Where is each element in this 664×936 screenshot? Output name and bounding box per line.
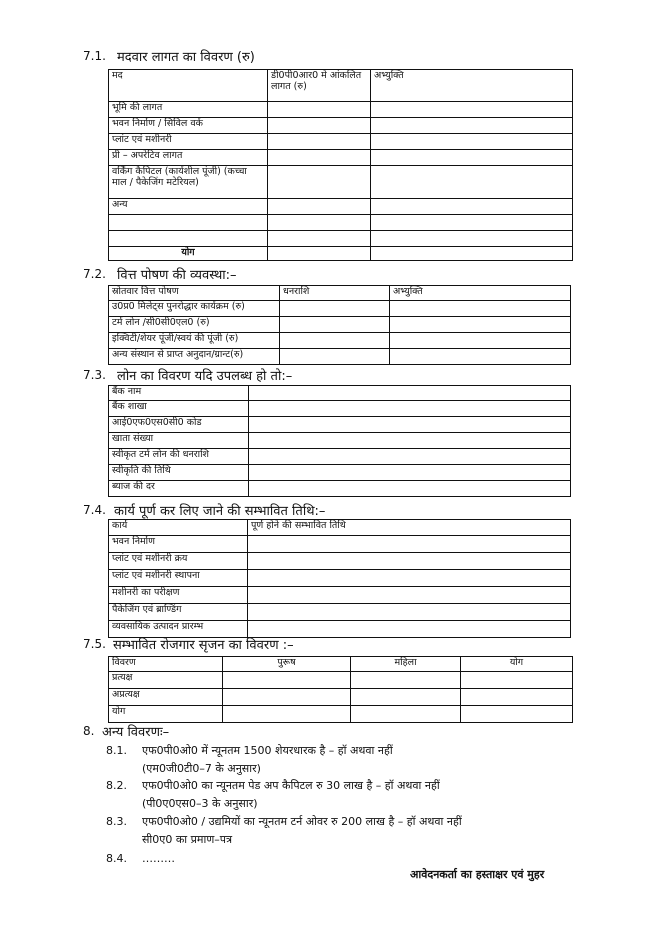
cost-header-remark: अभ्युक्ति (371, 70, 573, 102)
cost-row-label: भूमि की लागत (109, 102, 268, 118)
cost-cell[interactable] (268, 247, 371, 261)
cost-cell[interactable] (268, 150, 371, 166)
signature-label: आवेदनकर्ता का हस्ताक्षर एवं मुहर (410, 868, 545, 881)
employment-header-description: विवरण (109, 657, 223, 672)
completion-row-label: व्यवसायिक उत्पादन प्रारम्भ (109, 621, 248, 638)
item-8-2-line2: (पी0ए0एस0–3 के अनुसार) (142, 797, 258, 810)
cost-cell[interactable] (268, 102, 371, 118)
section-7-2-number: 7.2. (83, 267, 106, 281)
cost-cell[interactable] (371, 215, 573, 231)
loan-row-label: बैंक नाम (109, 386, 249, 401)
employment-cell[interactable] (461, 689, 573, 706)
funding-header-amount: धनराशि (280, 286, 390, 301)
employment-cell[interactable] (223, 672, 351, 689)
funding-cell[interactable] (390, 349, 571, 365)
funding-cell[interactable] (280, 349, 390, 365)
employment-cell[interactable] (351, 689, 461, 706)
cost-row-label (109, 231, 268, 247)
section-7-2-title: वित्त पोषण की व्यवस्था:– (117, 268, 237, 283)
cost-header-item: मद (109, 70, 268, 102)
loan-cell[interactable] (249, 481, 571, 497)
item-8-3-line2: सी0ए0 का प्रमाण–पत्र (142, 833, 233, 846)
cost-cell[interactable] (371, 199, 573, 215)
loan-row-label: स्वीकृति की तिथि (109, 465, 249, 481)
cost-row-label (109, 215, 268, 231)
completion-cell[interactable] (248, 621, 571, 638)
completion-row-label: पैकेजिंग एवं ब्राण्डिंग (109, 604, 248, 621)
cost-cell[interactable] (371, 231, 573, 247)
item-8-2-number: 8.2. (106, 779, 127, 792)
cost-row-label: भवन निर्माण / सिविल वर्क (109, 118, 268, 134)
section-7-3-number: 7.3. (83, 368, 106, 382)
cost-cell[interactable] (371, 118, 573, 134)
completion-cell[interactable] (248, 570, 571, 587)
section-7-1-title: मदवार लागत का विवरण (रु) (117, 50, 255, 65)
completion-cell[interactable] (248, 536, 571, 553)
completion-row-label: मशीनरी का परीक्षण (109, 587, 248, 604)
completion-table (108, 519, 571, 638)
loan-cell[interactable] (249, 386, 571, 401)
funding-cell[interactable] (280, 317, 390, 333)
funding-cell[interactable] (390, 333, 571, 349)
item-8-1-line1: एफ0पी0ओ0 में न्यूनतम 1500 शेयरधारक है – हॉ अथवा नहीं (142, 744, 393, 757)
cost-header-dpr: डी0पी0आर0 मे आंकलित लागत (रु) (268, 70, 371, 102)
employment-cell[interactable] (223, 706, 351, 723)
completion-row-label: प्लांट एवं मशीनरी स्थापना (109, 570, 248, 587)
section-7-1-number: 7.1. (83, 49, 106, 63)
employment-header-total: योग (461, 657, 573, 672)
loan-cell[interactable] (249, 465, 571, 481)
cost-cell[interactable] (371, 102, 573, 118)
loan-row-label: स्वीकृत टर्म लोन की धनराशि (109, 449, 249, 465)
funding-row-label: इक्विटी/शेयर पूंजी/स्वयं की पूंजी (रु) (109, 333, 280, 349)
item-8-4-line1: ……… (142, 852, 175, 865)
section-7-5-number: 7.5. (83, 637, 106, 651)
item-8-3-number: 8.3. (106, 815, 127, 828)
funding-row-label: उ0प्र0 मिलेट्स पुनरोद्धार कार्यक्रम (रु) (109, 301, 280, 317)
employment-cell[interactable] (461, 706, 573, 723)
loan-cell[interactable] (249, 433, 571, 449)
cost-cell[interactable] (268, 231, 371, 247)
cost-row-label: अन्य (109, 199, 268, 215)
section-7-3-title: लोन का विवरण यदि उपलब्ध हो तो:– (117, 369, 293, 384)
funding-cell[interactable] (390, 301, 571, 317)
cost-total-label: योग (109, 247, 268, 261)
employment-header-male: पुरूष (223, 657, 351, 672)
employment-cell[interactable] (351, 672, 461, 689)
section-7-4-number: 7.4. (83, 503, 106, 517)
cost-cell[interactable] (268, 166, 371, 199)
completion-cell[interactable] (248, 553, 571, 570)
completion-cell[interactable] (248, 587, 571, 604)
employment-table (108, 656, 573, 723)
funding-row-label: टर्म लोन /सी0सी0एल0 (रु) (109, 317, 280, 333)
loan-cell[interactable] (249, 401, 571, 417)
funding-cell[interactable] (280, 333, 390, 349)
cost-table (108, 69, 573, 261)
employment-header-female: महिला (351, 657, 461, 672)
loan-row-label: आई0एफ0एस0सी0 कोड (109, 417, 249, 433)
section-7-5-title: सम्भावित रोजगार सृजन का विवरण :– (113, 638, 294, 653)
cost-row-label: प्लांट एवं मशीनरी (109, 134, 268, 150)
item-8-4-number: 8.4. (106, 852, 127, 865)
employment-row-label: प्रत्यक्ष (109, 672, 223, 689)
employment-cell[interactable] (461, 672, 573, 689)
funding-cell[interactable] (280, 301, 390, 317)
employment-row-label: अप्रत्यक्ष (109, 689, 223, 706)
loan-row-label: बैंक शाखा (109, 401, 249, 417)
funding-cell[interactable] (390, 317, 571, 333)
employment-row-label: योग (109, 706, 223, 723)
loan-table (108, 385, 571, 497)
completion-cell[interactable] (248, 604, 571, 621)
cost-cell[interactable] (268, 134, 371, 150)
cost-cell[interactable] (371, 150, 573, 166)
funding-header-remark: अभ्युक्ति (390, 286, 571, 301)
funding-header-source: स्रोतवार वित्त पोषण (109, 286, 280, 301)
completion-header-work: कार्य (109, 520, 248, 536)
cost-cell[interactable] (268, 199, 371, 215)
completion-row-label: प्लांट एवं मशीनरी क्रय (109, 553, 248, 570)
item-8-1-line2: (एम0जी0टी0–7 के अनुसार) (142, 762, 261, 775)
loan-row-label: खाता संख्या (109, 433, 249, 449)
funding-row-label: अन्य संस्थान से प्राप्त अनुदान/ग्रान्ट(रु) (109, 349, 280, 365)
item-8-2-line1: एफ0पी0ओ0 का न्यूनतम पेड अप कैपिटल रु 30 लाख है – हॉ अथवा नहीं (142, 779, 440, 792)
section-8-number: 8. (83, 724, 95, 738)
employment-cell[interactable] (351, 706, 461, 723)
cost-cell[interactable] (268, 215, 371, 231)
employment-cell[interactable] (223, 689, 351, 706)
loan-cell[interactable] (249, 449, 571, 465)
funding-table (108, 285, 571, 365)
loan-cell[interactable] (249, 417, 571, 433)
cost-cell[interactable] (371, 247, 573, 261)
completion-row-label: भवन निर्माण (109, 536, 248, 553)
cost-cell[interactable] (268, 118, 371, 134)
cost-cell[interactable] (371, 134, 573, 150)
loan-row-label: ब्याज की दर (109, 481, 249, 497)
item-8-1-number: 8.1. (106, 744, 127, 757)
completion-header-date: पूर्ण होने की सम्भावित तिथि (248, 520, 571, 536)
section-7-4-title: कार्य पूर्ण कर लिए जाने की सम्भावित तिथि:– (114, 504, 326, 519)
section-8-title: अन्य विवरणः– (102, 725, 170, 740)
cost-cell[interactable] (371, 166, 573, 199)
cost-row-label: वर्किंग कैपिटल (कार्यशील पूंजी) (कच्चा माल / पैकेजिंग मटेरियल) (109, 166, 268, 199)
cost-row-label: प्री – अपरेटिव लागत (109, 150, 268, 166)
item-8-3-line1: एफ0पी0ओ0 / उद्यमियों का न्यूनतम टर्न ओवर रु 200 लाख है – हॉ अथवा नहीं (142, 815, 462, 828)
